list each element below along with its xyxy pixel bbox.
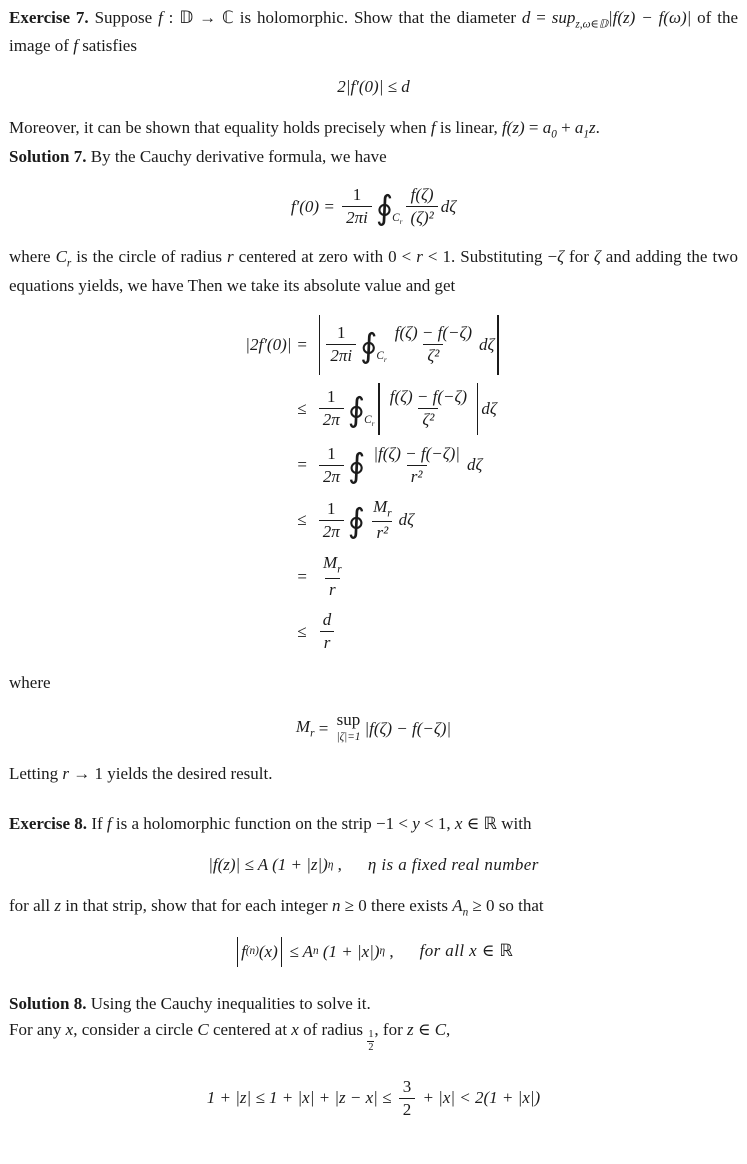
exercise7-statement — [9, 5, 738, 59]
text-run: C — [55, 247, 67, 267]
text-run: x — [454, 813, 463, 833]
text-run: 0 — [551, 128, 557, 141]
equation-cauchy-formula — [9, 184, 738, 229]
fraction: $\frac{d}{r}$ — [319, 609, 336, 654]
math-differential: dζ — [440, 196, 457, 216]
fraction: $\frac{1}{2\pi}$ — [319, 386, 344, 431]
fraction: $\frac{f(\zeta)}{\text{(ζ)²}}$ — [406, 184, 437, 229]
equation-sup-definition: $M_r$ = sup |ζ|=1 |f(ζ) − f(−ζ)| — [9, 711, 738, 746]
text-run: , — [446, 1019, 451, 1039]
text-run: f — [430, 118, 436, 138]
text-run: and adding the two equations yields, we have Then we take its absolute value and get — [9, 247, 738, 295]
text-run: f(z) — [501, 118, 525, 138]
text-run: is the circle of radius — [71, 247, 228, 267]
text-run: 1 — [583, 128, 590, 141]
text-run: a — [542, 118, 552, 138]
text-run: ∈ — [413, 1019, 435, 1039]
contour-integral-icon: ∮ — [347, 501, 366, 541]
text-run: Using the Cauchy inequalities to solve it. — [86, 993, 371, 1013]
text-run: x — [65, 1019, 74, 1039]
inline-fraction: $\frac{1}{2}$ — [368, 1029, 374, 1053]
where-label — [9, 670, 738, 696]
align-row-5: = $\frac{M_r}{r}$ — [297, 552, 501, 601]
abs-bar — [497, 315, 498, 375]
text-run: z — [406, 1019, 414, 1039]
text-run: where — [9, 247, 56, 267]
text-run: ℝ — [499, 941, 514, 962]
text-run: where — [9, 673, 51, 693]
solution7-intro — [9, 144, 738, 170]
text-run: ℝ — [483, 813, 497, 834]
fraction: $\frac{|f(\zeta) - f(-\zeta)|}{\text{r²}}$ — [369, 443, 464, 488]
text-run: of the image of — [9, 8, 738, 56]
fraction: $\frac{1}{2\pi}$ — [319, 498, 344, 543]
math-lhs: $M_r$ — [295, 717, 315, 740]
text-run: If — [87, 813, 107, 833]
text-run: C — [434, 1019, 447, 1039]
text-run: y — [412, 813, 420, 833]
text-run: r — [416, 247, 423, 267]
text-run: Suppose — [88, 8, 159, 27]
equation-derivative-bound: f (n) (x) ≤ A n (1 + |x|) η , for all x ∈ ℝ — [9, 937, 738, 967]
text-run: |f(z) − f(ω)| — [608, 8, 692, 27]
text-run: z — [589, 118, 596, 138]
text-run: f — [158, 8, 163, 27]
text-run: Solution 8. — [9, 993, 87, 1013]
text-run: r — [66, 257, 72, 270]
text-run: Moreover, it can be shown that equality holds precisely when — [9, 118, 431, 138]
text-run: , consider a circle — [73, 1019, 198, 1039]
align-row-3: = $\frac{1}{2\pi}$ ∮ $\frac{|f(\zeta) - f(-\zeta)|}{\text{r²}}$ dζ — [297, 443, 501, 488]
solution8-intro — [9, 991, 738, 1017]
fraction: $\frac{1}{2\pi i}$ — [342, 184, 372, 229]
contour-integral-icon: ∮ $C_r$ — [347, 389, 375, 429]
text-run: satisfies — [77, 36, 137, 56]
fraction: $\frac{M_r}{r}$ — [319, 552, 346, 601]
math-text: 2|f′(0)| ≤ d — [337, 77, 410, 97]
text-run: + — [556, 118, 575, 138]
text-run: : — [162, 8, 180, 27]
text-run: is holomorphic. Show that the diameter — [233, 8, 522, 27]
text-run: C — [197, 1019, 209, 1039]
contour-integral-icon: ∮ $C_r$ — [375, 187, 403, 227]
equation-note — [420, 938, 514, 965]
text-run: = — [530, 8, 552, 27]
text-run: < 1. Substituting − — [422, 247, 558, 267]
text-run: is a holomorphic function on the strip −1 < — [111, 813, 413, 833]
abs-bar — [378, 383, 379, 435]
equation-triangle-inequality: 1 + |z| ≤ 1 + |x| + |z − x| ≤ $\frac{3}{2}$ + |x| < 2(1 + |x|) — [9, 1076, 738, 1121]
text-run: ∈ — [462, 813, 484, 833]
text-run: η is a fixed real number — [367, 855, 539, 875]
solution8-body — [9, 1017, 738, 1054]
text-run: r — [62, 763, 69, 783]
text-run: A — [452, 896, 463, 916]
solution7-body — [9, 244, 738, 298]
text-run: Exercise 8. — [9, 813, 88, 833]
abs-bar — [319, 315, 320, 375]
abs-bar — [281, 937, 282, 967]
solution7-conclusion — [9, 761, 738, 787]
text-run: ≥ 0 there exists — [340, 896, 453, 916]
text-run: For any — [9, 1019, 66, 1039]
fraction: $\frac{1}{2\pi i}$ — [326, 322, 356, 367]
text-run: Exercise 7. — [9, 8, 89, 27]
text-run: = — [524, 118, 543, 138]
exercise8-claim — [9, 893, 738, 921]
text-run: x — [469, 941, 478, 961]
equation-diameter-bound — [9, 74, 738, 100]
text-run: f — [73, 36, 78, 56]
text-run: for — [564, 247, 594, 267]
equation-align-block — [245, 315, 501, 655]
text-run: n — [331, 896, 341, 916]
align-row-4: ≤ $\frac{1}{2\pi}$ ∮ $\frac{M_r}{\text{r²}}$ dζ — [297, 496, 501, 545]
fraction: $\frac{3}{2}$ — [399, 1076, 416, 1121]
text-run: ℂ — [221, 8, 234, 28]
align-lhs: |2f′(0)| — [245, 334, 292, 354]
math-lhs: f′(0) = — [290, 196, 340, 216]
align-row-1: = $\frac{1}{2\pi i}$ ∮ $C_r$ $\frac{f(\zeta) - f(-\zeta)}{\text{ζ²}}$ dζ — [297, 315, 501, 375]
fraction: $\frac{f(\zeta) - f(-\zeta)}{\text{ζ²}}$ — [386, 386, 471, 431]
text-run: , for — [374, 1019, 407, 1039]
text-run: ζ — [593, 247, 601, 267]
abs-bar — [477, 383, 478, 435]
text-run: Solution 7. — [9, 146, 87, 166]
text-run: sup — [551, 8, 576, 27]
text-run: f — [106, 813, 112, 833]
text-run: for all — [9, 896, 55, 916]
text-run: ≥ 0 so that — [468, 896, 544, 916]
exercise8-statement — [9, 811, 738, 838]
text-run: ∈ — [477, 941, 500, 961]
text-run: with — [496, 813, 532, 833]
text-run: in that strip, show that for each integer — [60, 896, 332, 916]
equation-note — [368, 852, 539, 878]
text-run: a — [574, 118, 584, 138]
text-run: r — [227, 247, 234, 267]
align-row-2: ≤ $\frac{1}{2\pi}$ ∮ $C_r$ $\frac{f(\zeta) - f(-\zeta)}{\text{ζ²}}$ dζ — [297, 383, 501, 435]
fraction: $\frac{1}{2\pi}$ — [319, 443, 344, 488]
text-run: z,ω∈𝔻 — [575, 18, 608, 31]
text-run: z — [54, 896, 61, 916]
text-run: is linear, — [435, 118, 502, 138]
contour-integral-icon: ∮ $C_r$ — [360, 325, 387, 365]
text-run: → — [193, 8, 222, 27]
fraction: $\frac{M_r}{\text{r²}}$ — [369, 496, 396, 545]
exercise7-remark — [9, 115, 738, 143]
text-run: of radius — [298, 1019, 368, 1039]
text-run: < 1, — [419, 813, 455, 833]
text-run: d — [521, 8, 531, 27]
contour-integral-icon: ∮ — [348, 446, 366, 486]
text-run: ζ — [557, 247, 564, 267]
fraction: $\frac{f(\zeta) - f(-\zeta)}{\text{ζ²}}$ — [391, 322, 476, 367]
text-run: Letting — [9, 763, 63, 783]
text-run: n — [462, 906, 469, 919]
abs-bar — [237, 937, 238, 967]
equation-growth-bound: |f(z)| ≤ A (1 + |z|) η , η is a fixed real number — [9, 852, 738, 878]
text-run: for all — [419, 941, 470, 961]
sup-operator: sup |ζ|=1 — [336, 710, 361, 743]
text-run: 𝔻 — [179, 8, 194, 28]
text-run: . — [595, 118, 600, 138]
text-run: → 1 yields the desired result. — [68, 763, 273, 783]
text-run: x — [291, 1019, 299, 1039]
text-run: centered at — [208, 1019, 292, 1039]
text-run: By the Cauchy derivative formula, we have — [86, 146, 387, 166]
align-row-6: ≤ $\frac{d}{r}$ — [297, 609, 501, 654]
text-run: centered at zero with 0 < — [233, 247, 417, 267]
